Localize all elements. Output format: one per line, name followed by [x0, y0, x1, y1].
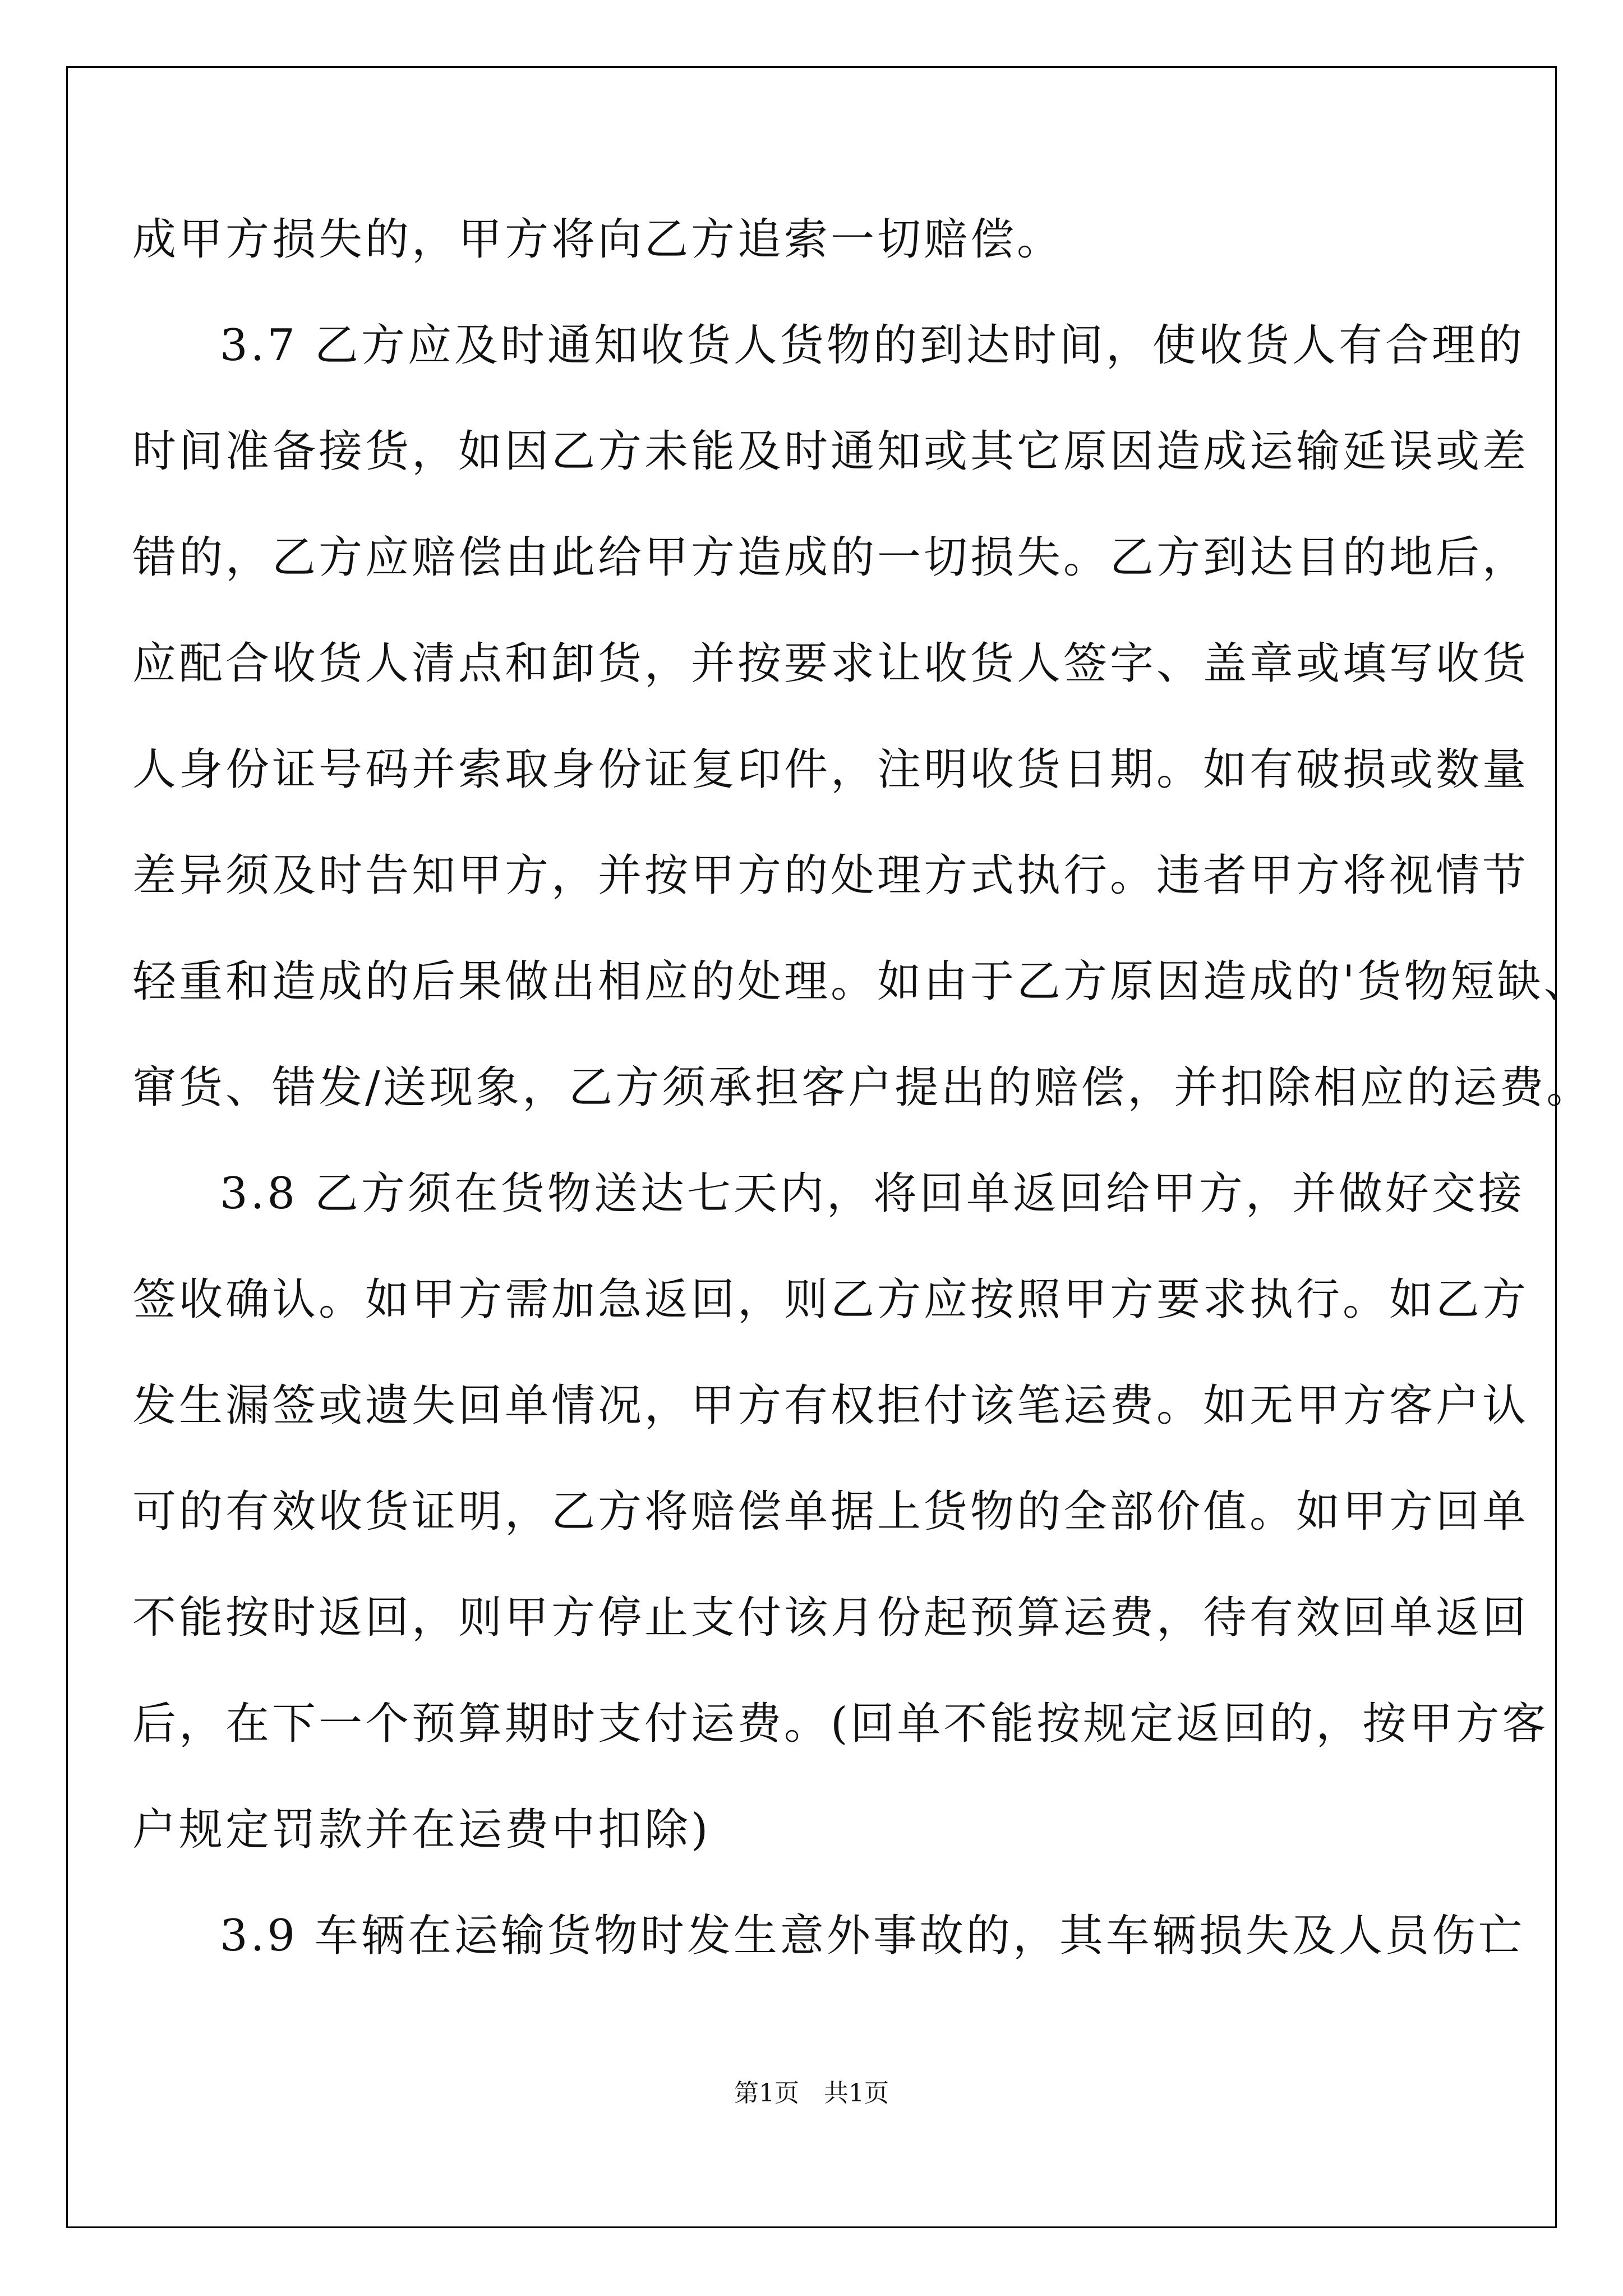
text-line: 窜货、错发/送现象，乙方须承担客户提出的赔偿，并扣除相应的运费。 — [132, 1062, 1593, 1113]
page-border — [66, 66, 1593, 2228]
paragraph-3-9-first-line: 3.9 车辆在运输货物时发生意外事故的，其车辆损失及人员伤亡 — [220, 1911, 1525, 1961]
text-line: 时间准备接货，如因乙方未能及时通知或其它原因造成运输延误或差 — [132, 426, 1529, 477]
text-line: 发生漏签或遗失回单情况，甲方有权拒付该笔运费。如无甲方客户认 — [132, 1381, 1529, 1431]
text-line: 不能按时返回，则甲方停止支付该月份起预算运费，待有效回单返回 — [132, 1593, 1529, 1643]
text-line: 轻重和造成的后果做出相应的处理。如由于乙方原因造成的'货物短缺、 — [132, 956, 1590, 1007]
text-line: 差异须及时告知甲方，并按甲方的处理方式执行。违者甲方将视情节 — [132, 850, 1529, 901]
paragraph-3-8-first-line: 3.8 乙方须在货物送达七天内，将回单返回给甲方，并做好交接 — [220, 1168, 1525, 1219]
text-line: 后，在下一个预算期时支付运费。(回单不能按规定返回的，按甲方客 — [132, 1699, 1549, 1749]
page-footer: 第1页 共1页 — [734, 2079, 889, 2108]
text-line: 成甲方损失的，甲方将向乙方追索一切赔偿。 — [132, 214, 1064, 265]
text-line: 人身份证号码并索取身份证复印件，注明收货日期。如有破损或数量 — [132, 744, 1529, 795]
text-line: 可的有效收货证明，乙方将赔偿单据上货物的全部价值。如甲方回单 — [132, 1487, 1529, 1537]
text-line: 户规定罚款并在运费中扣除) — [132, 1805, 711, 1855]
paragraph-3-7-first-line: 3.7 乙方应及时通知收货人货物的到达时间，使收货人有合理的 — [220, 320, 1525, 371]
text-line: 应配合收货人清点和卸货，并按要求让收货人签字、盖章或填写收货 — [132, 638, 1529, 689]
text-line: 错的，乙方应赔偿由此给甲方造成的一切损失。乙方到达目的地后， — [132, 532, 1529, 583]
text-line: 签收确认。如甲方需加急返回，则乙方应按照甲方要求执行。如乙方 — [132, 1274, 1529, 1325]
